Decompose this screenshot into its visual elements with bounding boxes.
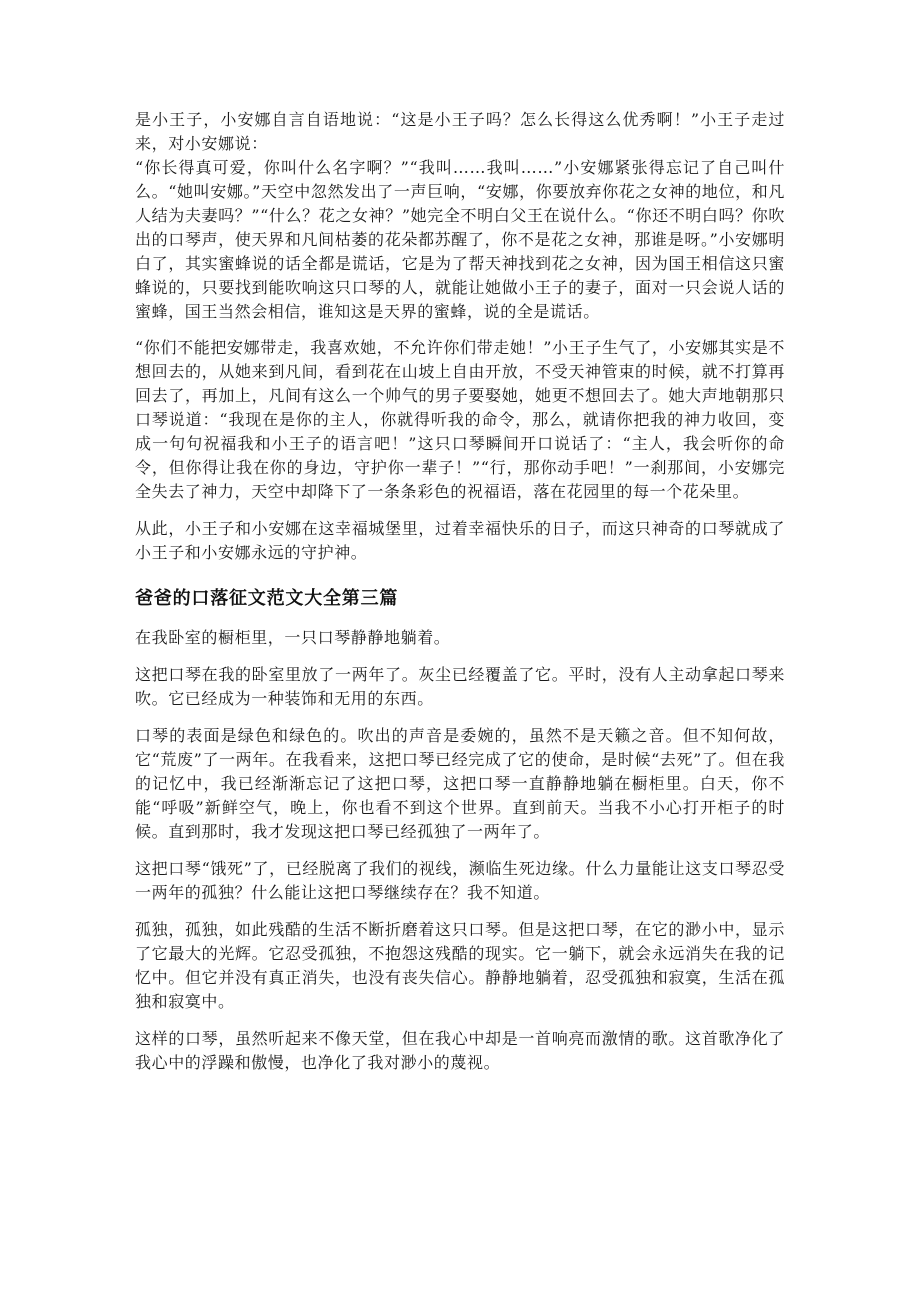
section-heading: 爸爸的口落征文范文大全第三篇: [135, 588, 399, 609]
essay-paragraph: 这样的口琴，虽然听起来不像天堂，但在我心中却是一首响亮而激情的歌。这首歌净化了我心中的浮躁和傲慢，也净化了我对渺小的蔑视。: [135, 1029, 785, 1072]
essay-paragraph: 口琴的表面是绿色和绿色的。吹出的声音是委婉的，虽然不是天籁之音。但不知何故，它“荒废”了一两年。在我看来，这把口琴已经完成了它的使命，是时候“去死”了。但在我的记忆中，我已经渐渐忘记了这把口琴，这把口琴一直静静地躺在橱柜里。白天，你不能“呼吸”新鲜空气，晚上，你也看不到这个世界。直到前天。当我不小心打开柜子的时候。直到那时，我才发现这把口琴已经孤独了一两年了。: [135, 726, 785, 841]
story-paragraph: 从此，小王子和小安娜在这幸福城堡里，过着幸福快乐的日子，而这只神奇的口琴就成了小王子和小安娜永远的守护神。: [135, 519, 785, 562]
story-paragraph: “你们不能把安娜带走，我喜欢她，不允许你们带走她！”小王子生气了，小安娜其实是不想回去的，从她来到凡间，看到花在山坡上自由开放，不受天神管束的时候，就不打算再回去了，再加上，凡间有这么一个帅气的男子要娶她，她更不想回去了。她大声地朝那只口琴说道：“我现在是你的主人，你就得听我的命令，那么，就请你把我的神力收回，变成一句句祝福我和小王子的语言吧！”这只口琴瞬间开口说话了：“主人，我会听你的命令，但你得让我在你的身边，守护你一辈子！”“行，那你动手吧！”一刹那间，小安娜完全失去了神力，天空中却降下了一条条彩色的祝福语，落在花园里的每一个花朵里。: [135, 338, 785, 501]
document-page: [135, 108, 785, 1088]
essay-paragraph: 这把口琴“饿死”了，已经脱离了我们的视线，濒临生死边缘。什么力量能让这支口琴忍受一两年的孤独？什么能让这把口琴继续存在？我不知道。: [135, 859, 785, 902]
essay-paragraph: 这把口琴在我的卧室里放了一两年了。灰尘已经覆盖了它。平时，没有人主动拿起口琴来吹。它已经成为一种装饰和无用的东西。: [135, 665, 785, 708]
story-paragraph: 是小王子，小安娜自言自语地说：“这是小王子吗？怎么长得这么优秀啊！”小王子走过来，对小安娜说： “你长得真可爱，你叫什么名字啊？”“我叫……我叫……”小安娜紧张得忘记了自己叫什么。“她叫安娜。”天空中忽然发出了一声巨响，“安娜，你要放弃你花之女神的地位，和凡人结为夫妻吗？”“什么？花之女神？”她完全不明白父王在说什么。“你还不明白吗？你吹出的口琴声，使天界和凡间枯萎的花朵都苏醒了，你不是花之女神，那谁是呀。”小安娜明白了，其实蜜蜂说的话全都是谎话，它是为了帮天神找到花之女神，因为国王相信这只蜜蜂说的，只要找到能吹响这只口琴的人，就能让她做小王子的妻子，面对一只会说人话的蜜蜂，国王当然会相信，谁知这是天界的蜜蜂，说的全是谎话。: [135, 110, 785, 321]
essay-paragraph: 孤独，孤独，如此残酷的生活不断折磨着这只口琴。但是这把口琴，在它的渺小中，显示了它最大的光辉。它忍受孤独，不抱怨这残酷的现实。它一躺下，就会永远消失在我的记忆中。但它并没有真正消失，也没有丧失信心。静静地躺着，忍受孤独和寂寞，生活在孤独和寂寞中。: [135, 920, 785, 1011]
essay-paragraph: 在我卧室的橱柜里，一只口琴静静地躺着。: [135, 628, 451, 647]
